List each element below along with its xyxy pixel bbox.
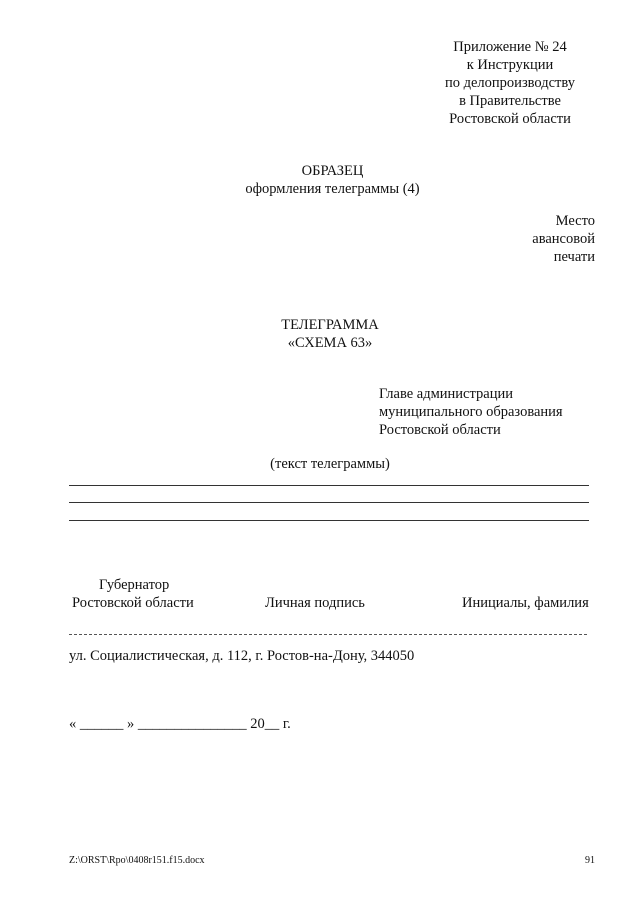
name-label: Инициалы, фамилия — [462, 595, 589, 611]
stamp-place-line: печати — [553, 249, 595, 265]
appendix-line: по делопроизводству — [444, 75, 575, 91]
appendix-block — [420, 38, 600, 128]
appendix-line: в Правительстве — [459, 93, 561, 109]
sample-heading — [200, 162, 465, 198]
sample-title: ОБРАЗЕЦ — [301, 163, 364, 179]
stamp-place-line: Место — [555, 213, 595, 229]
telegram-title: ТЕЛЕГРАММА — [281, 317, 379, 333]
signatory-position-line2: Ростовской области — [72, 595, 194, 611]
text-line — [69, 485, 589, 486]
footer-page-number: 91 — [585, 855, 595, 866]
appendix-line: к Инструкции — [466, 57, 554, 73]
telegram-heading — [230, 316, 430, 352]
appendix-line: Ростовской области — [449, 111, 571, 127]
sender-address: ул. Социалистическая, д. 112, г. Ростов-на-Дону, 344050 — [69, 648, 415, 664]
stamp-place-line: авансовой — [532, 231, 595, 247]
signature-label: Личная подпись — [265, 595, 365, 611]
stamp-place — [480, 212, 595, 266]
addressee-block — [379, 385, 599, 439]
text-line — [69, 502, 589, 503]
telegram-text-placeholder: (текст телеграммы) — [270, 456, 390, 472]
addressee-line: муниципального образования — [379, 404, 563, 420]
appendix-line: Приложение № 24 — [453, 39, 567, 55]
text-line — [69, 520, 589, 521]
date-line: « ______ » _______________ 20__ г. — [69, 716, 291, 732]
addressee-line: Главе администрации — [379, 386, 513, 402]
signatory-position-line1: Губернатор — [99, 577, 170, 593]
telegram-scheme: «СХЕМА 63» — [287, 335, 373, 351]
sample-subtitle: оформления телеграммы (4) — [245, 181, 420, 197]
dashed-separator — [69, 634, 587, 635]
addressee-line: Ростовской области — [379, 422, 501, 438]
footer-file-path: Z:\ORST\Rpo\0408r151.f15.docx — [69, 855, 205, 866]
